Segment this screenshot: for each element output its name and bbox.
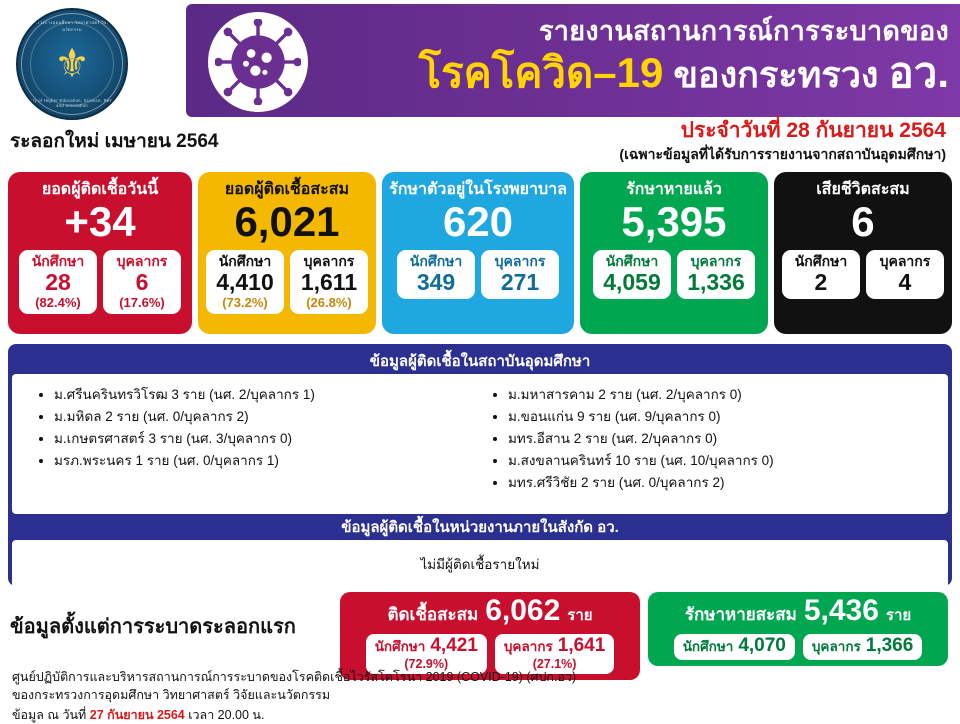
breakdown-number: 349 bbox=[416, 269, 456, 295]
breakdown-students bbox=[674, 634, 795, 660]
breakdown-staff bbox=[103, 250, 181, 314]
breakdown-label: บุคลากร bbox=[879, 253, 931, 269]
breakdown-number: 6 bbox=[135, 269, 149, 295]
list-item: • ม.มหิดล 2 ราย (นศ. 0/บุคลากร 2) bbox=[54, 406, 470, 428]
breakdown-number: 1,611 bbox=[300, 269, 358, 295]
footer-timestamp-date: 27 กันยายน 2564 bbox=[89, 708, 185, 722]
breakdown-label: นักศึกษา bbox=[794, 253, 848, 269]
breakdown-label: บุคลากร bbox=[811, 639, 861, 654]
breakdown-students bbox=[782, 250, 860, 299]
footer-timestamp-prefix: ข้อมูล ณ วันที่ bbox=[12, 708, 90, 722]
breakdown-students bbox=[206, 250, 284, 314]
breakdown-percent: (82.4%) bbox=[35, 295, 81, 310]
list-item: • มรภ.พระนคร 1 ราย (นศ. 0/บุคลากร 1) bbox=[54, 450, 470, 472]
stat-card-recovered bbox=[580, 172, 768, 334]
ministry-logo bbox=[16, 8, 128, 120]
breakdown-percent: (27.1%) bbox=[532, 657, 577, 671]
breakdown-staff bbox=[866, 250, 944, 299]
logo-ring-text-top: กระทรวงการอุดมศึกษา วิทยาศาสตร์ วิจัยและนวัตกรรม bbox=[26, 20, 118, 32]
stat-card-hospitalized bbox=[382, 172, 574, 334]
cumulative-label: ข้อมูลตั้งแต่การระบาดระลอกแรก bbox=[10, 616, 296, 638]
list-item: • มทร.ศรีวิชัย 2 ราย (นศ. 0/บุคลากร 2) bbox=[508, 472, 924, 494]
breakdown-number: 4,059 bbox=[603, 269, 661, 295]
breakdown-label: นักศึกษา bbox=[605, 253, 659, 269]
stat-card-value: 5,395 bbox=[621, 198, 727, 245]
stat-card-cumulative-cases bbox=[198, 172, 376, 334]
page-footer bbox=[0, 664, 960, 720]
breakdown-number: 4,410 bbox=[216, 269, 274, 295]
cumulative-totals bbox=[0, 592, 960, 671]
breakdown-label: บุคลากร bbox=[303, 253, 355, 269]
list-item: • ม.ศรีนครินทรวิโรฒ 3 ราย (นศ. 2/บุคลากร 1) bbox=[54, 384, 470, 406]
report-date-block bbox=[619, 118, 946, 164]
breakdown-label: นักศึกษา bbox=[682, 639, 734, 654]
list-item: • ม.มหาสารคาม 2 ราย (นศ. 2/บุคลากร 0) bbox=[508, 384, 924, 406]
total-recovered-head bbox=[658, 595, 938, 632]
breakdown-label: นักศึกษา bbox=[374, 639, 426, 654]
breakdown-number: 2 bbox=[814, 269, 828, 295]
stat-card-title: ยอดผู้ติดเชื้อสะสม bbox=[224, 181, 350, 198]
stat-card-value: 6,021 bbox=[234, 198, 340, 245]
title-line-1: รายงานสถานการณ์การระบาดของ bbox=[539, 16, 949, 46]
breakdown-number: 4,421 bbox=[430, 635, 478, 656]
total-infected-unit: ราย bbox=[567, 607, 593, 624]
breakdown-percent: (17.6%) bbox=[119, 295, 165, 310]
total-infected-head bbox=[350, 595, 630, 632]
total-recovered-label: รักษาหายสะสม bbox=[684, 605, 797, 624]
breakdown-label: บุคลากร bbox=[503, 639, 553, 654]
logo-ring-text-bottom: Ministry of Higher Education, Science, Research and Innovation bbox=[20, 98, 124, 108]
title-disease: โรคโควิด–19 bbox=[418, 49, 664, 96]
stat-card-deaths bbox=[774, 172, 952, 334]
agencies-content: ไม่มีผู้ติดเชื้อรายใหม่ bbox=[12, 540, 948, 588]
stat-card-value: +34 bbox=[64, 198, 136, 245]
breakdown-percent: (73.2%) bbox=[222, 295, 268, 310]
list-item: • ม.สงขลานครินทร์ 10 ราย (นศ. 10/บุคลากร 0) bbox=[508, 450, 924, 472]
footer-line-2: ของกระทรวงการอุดมศึกษา วิทยาศาสตร์ วิจัยและนวัตกรรม bbox=[12, 688, 331, 702]
footer-data-timestamp bbox=[12, 706, 948, 724]
virus-icon bbox=[208, 12, 308, 112]
breakdown-number: 28 bbox=[45, 269, 71, 295]
institutions-column-right bbox=[490, 384, 924, 504]
institutions-list bbox=[12, 374, 948, 514]
breakdown-staff bbox=[481, 250, 559, 299]
breakdown-label: นักศึกษา bbox=[218, 253, 272, 269]
panel-title-institutions: ข้อมูลผู้ติดเชื้อในสถาบันอุดมศึกษา bbox=[369, 353, 591, 370]
stat-card-breakdown bbox=[397, 250, 559, 299]
stat-card-title: เสียชีวิตสะสม bbox=[816, 181, 910, 198]
stat-card-title: รักษาหายแล้ว bbox=[626, 181, 722, 198]
stat-card-value: 620 bbox=[442, 198, 514, 245]
breakdown-number: 271 bbox=[500, 269, 540, 295]
footer-line-1: ศูนย์ปฏิบัติการและบริหารสถานการณ์การระบาดของโรคติดเชื้อไวรัสโคโรนา 2019 (COVID-19) (ศปก.อว) bbox=[12, 670, 577, 684]
institutions-column-left bbox=[36, 384, 470, 504]
breakdown-label: นักศึกษา bbox=[409, 253, 463, 269]
breakdown-number: 1,366 bbox=[865, 635, 914, 656]
breakdown-number: 4 bbox=[898, 269, 912, 295]
total-infected-value: 6,062 bbox=[485, 594, 561, 627]
breakdown-number: 1,336 bbox=[687, 269, 745, 295]
page-title bbox=[324, 14, 949, 98]
title-line-2 bbox=[324, 50, 949, 98]
stat-card-new-cases bbox=[8, 172, 192, 334]
total-recovered-breakdown bbox=[658, 634, 938, 660]
stat-cards bbox=[8, 172, 952, 334]
breakdown-percent: (72.9%) bbox=[404, 657, 449, 671]
breakdown-staff bbox=[677, 250, 755, 299]
footer-timestamp-suffix: เวลา 20.00 น. bbox=[184, 708, 265, 722]
stat-card-title: ยอดผู้ติดเชื้อวันนี้ bbox=[41, 181, 159, 198]
breakdown-percent: (26.8%) bbox=[306, 295, 352, 310]
breakdown-number: 4,070 bbox=[738, 635, 786, 656]
stat-card-breakdown bbox=[19, 250, 181, 314]
stat-card-breakdown bbox=[782, 250, 944, 299]
breakdown-label: นักศึกษา bbox=[31, 253, 85, 269]
title-ministry-abbr: อว. bbox=[888, 49, 949, 96]
page-header bbox=[0, 0, 960, 120]
report-date-note: (เฉพาะข้อมูลที่ได้รับการรายงานจากสถาบันอุดมศึกษา) bbox=[619, 146, 946, 162]
title-of: ของกระทรวง bbox=[663, 54, 889, 95]
stat-card-title: รักษาตัวอยู่ในโรงพยาบาล bbox=[389, 181, 567, 198]
report-date: ประจำวันที่ 28 กันยายน 2564 bbox=[680, 119, 946, 142]
detail-panel bbox=[8, 344, 952, 586]
stat-card-breakdown bbox=[206, 250, 368, 314]
breakdown-label: บุคลากร bbox=[494, 253, 546, 269]
total-infected-label: ติดเชื้อสะสม bbox=[387, 605, 479, 624]
logo-emblem-icon: ⚜ bbox=[54, 42, 90, 86]
breakdown-staff bbox=[290, 250, 368, 314]
breakdown-label: บุคลากร bbox=[116, 253, 168, 269]
total-recovered-value: 5,436 bbox=[803, 594, 879, 627]
total-recovered-unit: ราย bbox=[885, 607, 912, 624]
breakdown-number: 1,641 bbox=[557, 635, 606, 656]
wave-label: ระลอกใหม่ เมษายน 2564 bbox=[10, 131, 219, 152]
stat-card-breakdown bbox=[593, 250, 755, 299]
breakdown-label: บุคลากร bbox=[690, 253, 742, 269]
breakdown-students bbox=[19, 250, 97, 314]
panel-title-agencies: ข้อมูลผู้ติดเชื้อในหน่วยงานภายในสังกัด อว. bbox=[341, 519, 619, 536]
list-item: • มทร.อีสาน 2 ราย (นศ. 2/บุคลากร 0) bbox=[508, 428, 924, 450]
breakdown-staff bbox=[803, 634, 922, 660]
subheader bbox=[0, 118, 960, 168]
stat-card-value: 6 bbox=[851, 198, 875, 245]
breakdown-students bbox=[397, 250, 475, 299]
total-recovered-box bbox=[648, 592, 948, 666]
breakdown-students bbox=[593, 250, 671, 299]
list-item: • ม.เกษตรศาสตร์ 3 ราย (นศ. 3/บุคลากร 0) bbox=[54, 428, 470, 450]
list-item: • ม.ขอนแก่น 9 ราย (นศ. 9/บุคลากร 0) bbox=[508, 406, 924, 428]
